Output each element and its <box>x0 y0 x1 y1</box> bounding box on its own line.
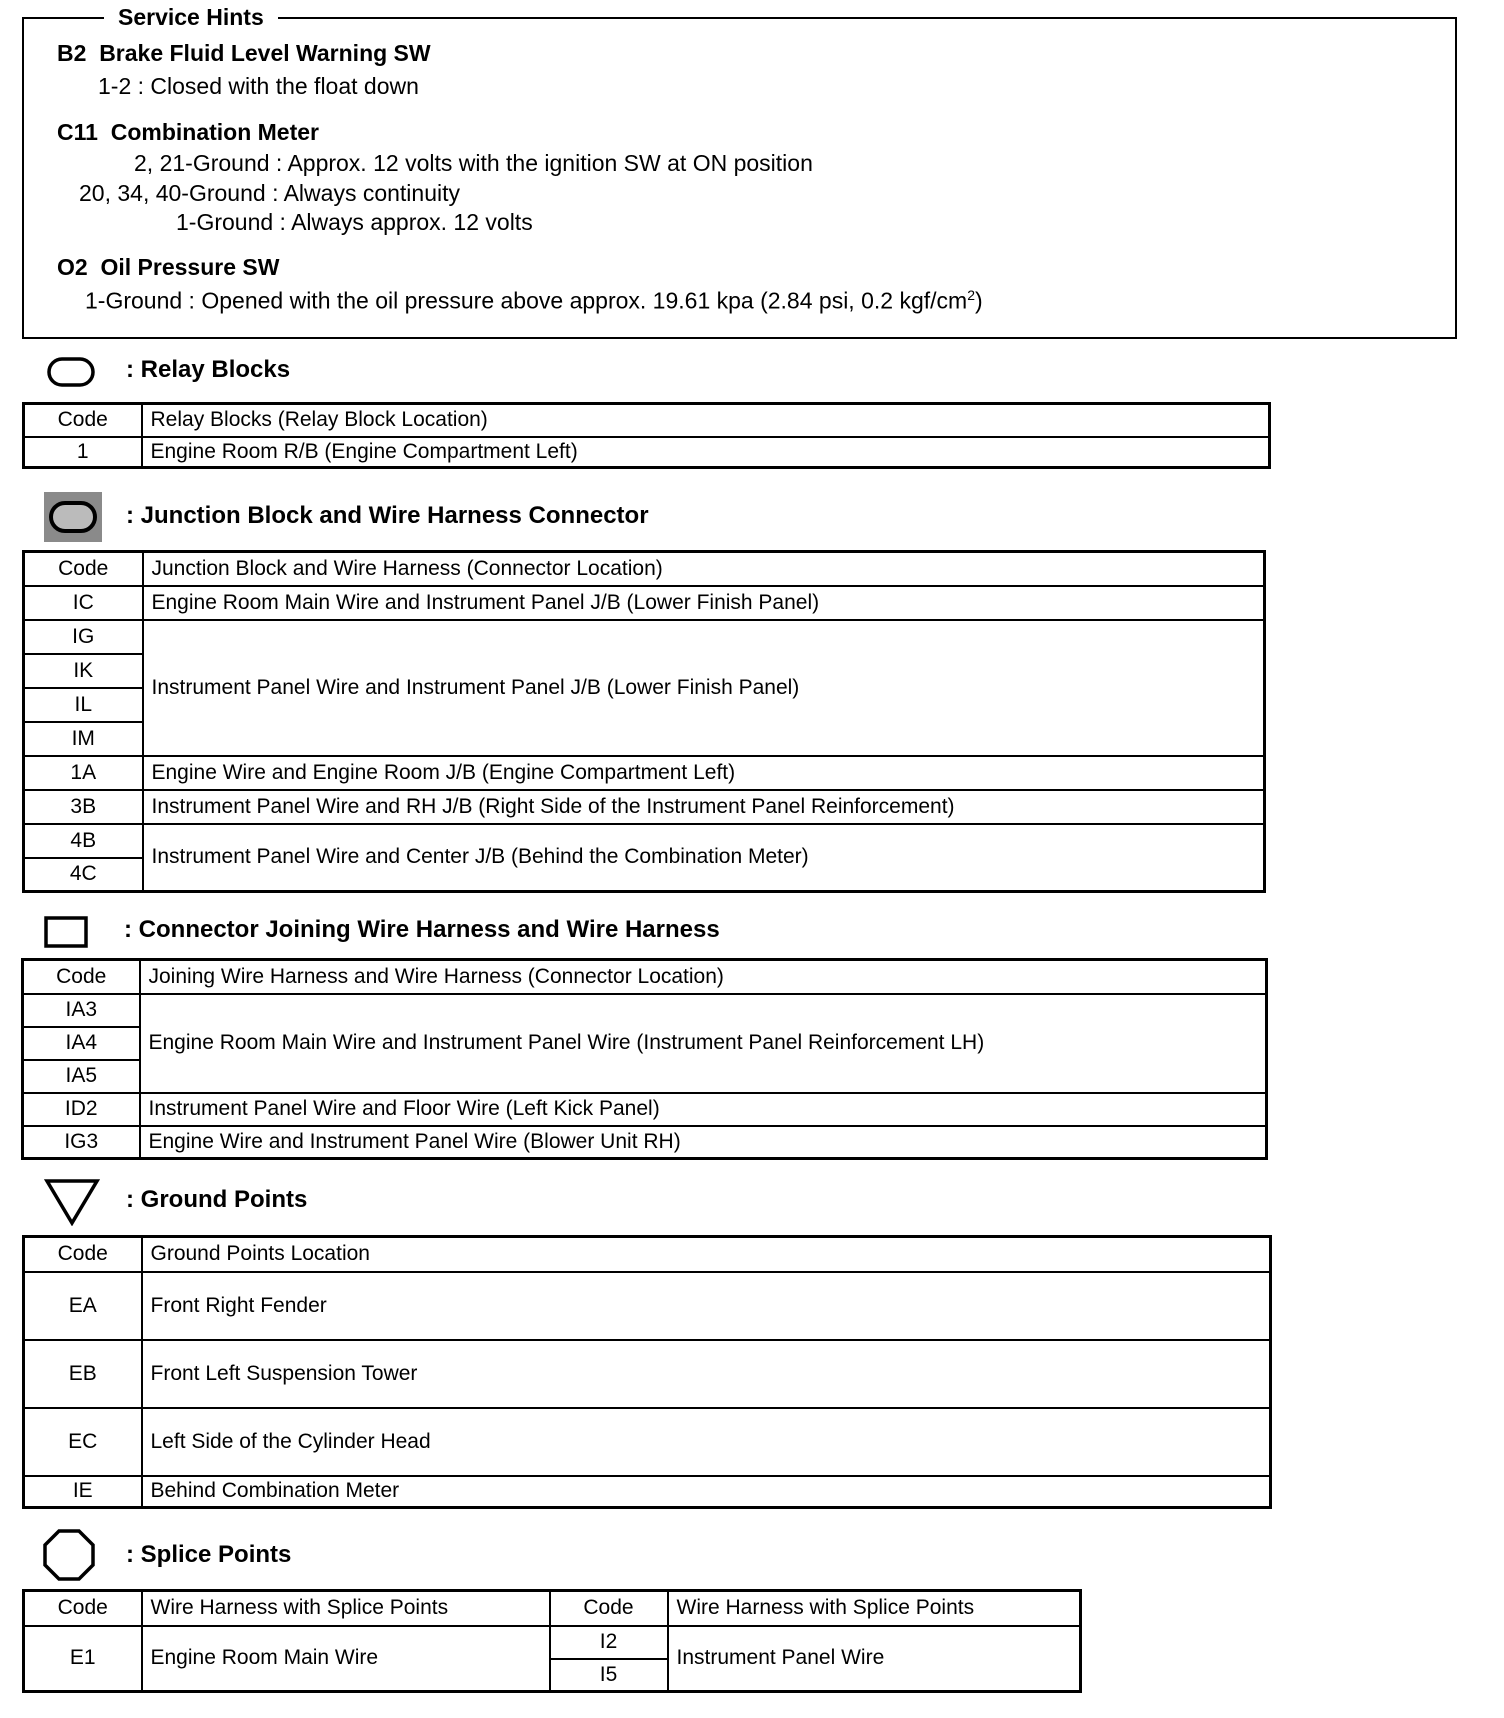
hint-line: 1-Ground : Opened with the oil pressure above approx. 19.61 kpa (2.84 psi, 0.2 kgf/$cm^2$) <box>85 287 983 314</box>
hint-line: 1-2 : Closed with the float down <box>98 73 419 99</box>
hint-pins: 2, 21-Ground <box>134 150 270 176</box>
section-title-connectors: : Connector Joining Wire Harness and Wire Harness <box>124 916 720 943</box>
table-row <box>24 1340 1271 1408</box>
header-cell: Wire Harness with Splice Points <box>142 1591 550 1626</box>
hint-desc: Always continuity <box>283 180 461 206</box>
ground-point-icon <box>44 1178 100 1226</box>
table-row <box>24 1626 1081 1659</box>
junction-block-icon <box>44 492 102 542</box>
code-cell: 1A <box>24 756 143 790</box>
connectors-table <box>21 958 1268 1160</box>
table-header-row <box>24 404 1270 437</box>
desc-cell: Engine Room Main Wire <box>142 1626 550 1692</box>
table-row <box>24 1476 1271 1508</box>
hint-heading-b2 <box>57 40 431 67</box>
desc-cell: Engine Wire and Instrument Panel Wire (Blower Unit RH) <box>140 1126 1267 1159</box>
hint-name: Oil Pressure SW <box>100 254 280 280</box>
header-cell: Code <box>24 552 143 586</box>
relay-blocks-table <box>22 402 1271 469</box>
connector-icon <box>44 916 88 948</box>
table-row <box>24 586 1265 620</box>
code-cell: 4B <box>24 824 143 858</box>
desc-cell: Instrument Panel Wire and Floor Wire (Left Kick Panel) <box>140 1093 1267 1126</box>
header-cell: Junction Block and Wire Harness (Connector Location) <box>143 552 1265 586</box>
hint-line: 1-Ground : Always approx. 12 volts <box>176 209 533 235</box>
header-cell: Code <box>24 1591 142 1626</box>
code-cell: IA5 <box>23 1060 140 1093</box>
service-hints-title: Service Hints <box>104 4 278 31</box>
code-cell: IG3 <box>23 1126 140 1159</box>
table-row <box>24 1272 1271 1340</box>
header-cell: Joining Wire Harness and Wire Harness (Connector Location) <box>140 960 1267 994</box>
ground-points-table <box>22 1235 1272 1509</box>
code-cell: EB <box>24 1340 142 1408</box>
table-header-row <box>24 552 1265 586</box>
hint-desc: Closed with the float down <box>150 73 419 99</box>
hint-code: O2 <box>57 254 88 280</box>
code-cell: EC <box>24 1408 142 1476</box>
desc-cell: Engine Room R/B (Engine Compartment Left) <box>142 437 1270 468</box>
header-cell: Code <box>24 404 142 437</box>
section-title-relay-blocks: : Relay Blocks <box>126 356 291 383</box>
header-cell: Ground Points Location <box>142 1237 1271 1272</box>
hint-tail: ) <box>974 287 983 314</box>
table-row <box>23 994 1267 1027</box>
hint-name: Brake Fluid Level Warning SW <box>99 40 431 66</box>
code-cell: IC <box>24 586 143 620</box>
code-cell: IA4 <box>23 1027 140 1060</box>
hint-line: 2, 21-Ground : Approx. 12 volts with the ignition SW at ON position <box>134 150 813 176</box>
hint-heading-c11 <box>57 119 319 146</box>
header-cell: Code <box>23 960 140 994</box>
code-cell: IM <box>24 722 143 756</box>
junction-blocks-table <box>22 550 1266 893</box>
splice-point-icon <box>42 1528 96 1582</box>
hint-pins: 1-Ground <box>176 209 274 235</box>
table-row <box>24 790 1265 824</box>
hint-pins: 1-Ground <box>85 287 183 314</box>
superscript: 2 <box>967 287 975 303</box>
code-cell: E1 <box>24 1626 142 1692</box>
desc-cell: Front Left Suspension Tower <box>142 1340 1271 1408</box>
code-cell: IG <box>24 620 143 654</box>
table-row <box>23 1093 1267 1126</box>
code-cell: IE <box>24 1476 142 1508</box>
header-cell: Relay Blocks (Relay Block Location) <box>142 404 1270 437</box>
code-cell: 4C <box>24 858 143 892</box>
desc-cell: Engine Wire and Engine Room J/B (Engine Compartment Left) <box>143 756 1265 790</box>
hint-desc: Opened with the oil pressure above approx. 19.61 kpa (2.84 psi, 0.2 kgf/cm <box>201 287 968 314</box>
code-cell: ID2 <box>23 1093 140 1126</box>
relay-block-icon <box>47 357 95 387</box>
table-row <box>24 1408 1271 1476</box>
desc-cell: Front Right Fender <box>142 1272 1271 1340</box>
hint-desc: Approx. 12 volts with the ignition SW at ON position <box>287 150 813 176</box>
code-cell: I5 <box>550 1659 668 1692</box>
desc-cell: Engine Room Main Wire and Instrument Panel Wire (Instrument Panel Reinforcement LH) <box>140 994 1267 1093</box>
section-title-splice-points: : Splice Points <box>126 1541 292 1568</box>
desc-cell: Instrument Panel Wire and Center J/B (Behind the Combination Meter) <box>143 824 1265 892</box>
section-title-junction-blocks: : Junction Block and Wire Harness Connector <box>126 502 649 529</box>
table-row <box>24 756 1265 790</box>
code-cell: EA <box>24 1272 142 1340</box>
desc-cell: Engine Room Main Wire and Instrument Panel J/B (Lower Finish Panel) <box>143 586 1265 620</box>
header-cell: Code <box>24 1237 142 1272</box>
desc-cell: Instrument Panel Wire and Instrument Panel J/B (Lower Finish Panel) <box>143 620 1265 756</box>
code-cell: 1 <box>24 437 142 468</box>
desc-cell: Instrument Panel Wire <box>668 1626 1081 1692</box>
code-cell: I2 <box>550 1626 668 1659</box>
header-cell: Wire Harness with Splice Points <box>668 1591 1081 1626</box>
code-cell: IA3 <box>23 994 140 1027</box>
hint-code: B2 <box>57 40 87 66</box>
desc-cell: Instrument Panel Wire and RH J/B (Right Side of the Instrument Panel Reinforcement) <box>143 790 1265 824</box>
hint-pins: 20, 34, 40-Ground <box>79 180 266 206</box>
table-row <box>24 437 1270 468</box>
section-title-ground-points: : Ground Points <box>126 1186 308 1213</box>
table-row <box>24 824 1265 858</box>
table-header-row <box>24 1237 1271 1272</box>
table-row <box>24 620 1265 654</box>
table-header-row <box>24 1591 1081 1626</box>
desc-cell: Behind Combination Meter <box>142 1476 1271 1508</box>
hint-heading-o2 <box>57 254 279 281</box>
hint-code: C11 <box>57 119 98 145</box>
table-header-row <box>23 960 1267 994</box>
header-cell: Code <box>550 1591 668 1626</box>
code-cell: IL <box>24 688 143 722</box>
table-row <box>23 1126 1267 1159</box>
desc-cell: Left Side of the Cylinder Head <box>142 1408 1271 1476</box>
code-cell: 3B <box>24 790 143 824</box>
hint-pins: 1-2 <box>98 73 132 99</box>
hint-name: Combination Meter <box>110 119 319 145</box>
hint-desc: Always approx. 12 volts <box>291 209 533 235</box>
splice-points-table <box>22 1589 1082 1693</box>
hint-line: 20, 34, 40-Ground : Always continuity <box>79 180 461 206</box>
code-cell: IK <box>24 654 143 688</box>
